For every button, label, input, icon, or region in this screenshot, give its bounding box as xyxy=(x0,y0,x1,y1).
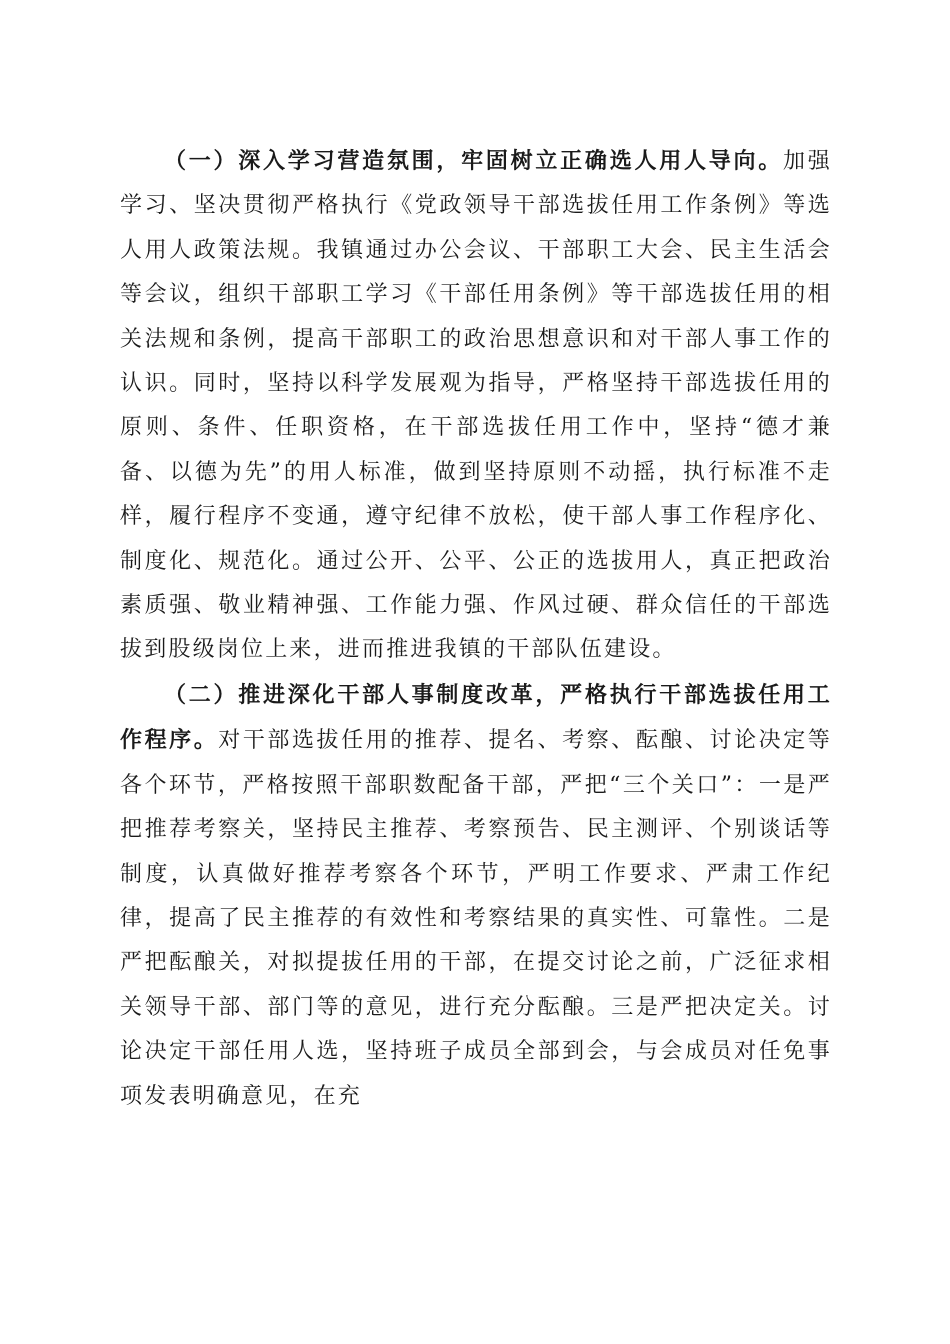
paragraph-1-body: 加强学习、坚决贯彻严格执行《党政领导干部选拔任用工作条例》等选人用人政策法规。我镇通过办公会议、干部职工大会、民主生活会等会议，组织干部职工学习《干部任用条例》等干部选拔任用的相关法规和条例，提高干部职工的政治思想意识和对干部人事工作的认识。同时，坚持以科学发展观为指导，严格坚持干部选拔任用的原则、条件、任职资格，在干部选拔任用工作中，坚持“德才兼备、以德为先”的用人标准，做到坚持原则不动摇，执行标准不走样，履行程序不变通，遵守纪律不放松，使干部人事工作程序化、制度化、规范化。通过公开、公平、公正的选拔用人，真正把政治素质强、敬业精神强、工作能力强、作风过硬、群众信任的干部选拔到股级岗位上来，进而推进我镇的干部队伍建设。 xyxy=(120,149,832,663)
paragraph-2-heading: （二）推进深化干部人事制度改革，严格执行干部选拔任用工作程序。 xyxy=(120,681,832,754)
paragraph-1 xyxy=(120,139,832,673)
document-body xyxy=(120,139,832,1119)
paragraph-2 xyxy=(120,673,832,1119)
paragraph-2-body: 对干部选拔任用的推荐、提名、考察、酝酿、讨论决定等各个环节，严格按照干部职数配备干部，严把“三个关口”：一是严把推荐考察关，坚持民主推荐、考察预告、民主测评、个别谈话等制度，认真做好推荐考察各个环节，严明工作要求、严肃工作纪律，提高了民主推荐的有效性和考察结果的真实性、可靠性。二是严把酝酿关，对拟提拔任用的干部，在提交讨论之前，广泛征求相关领导干部、部门等的意见，进行充分酝酿。三是严把决定关。讨论决定干部任用人选，坚持班子成员全部到会，与会成员对任免事项发表明确意见，在充 xyxy=(120,728,832,1109)
paragraph-1-heading: （一）深入学习营造氛围，牢固树立正确选人用人导向。 xyxy=(164,148,784,174)
